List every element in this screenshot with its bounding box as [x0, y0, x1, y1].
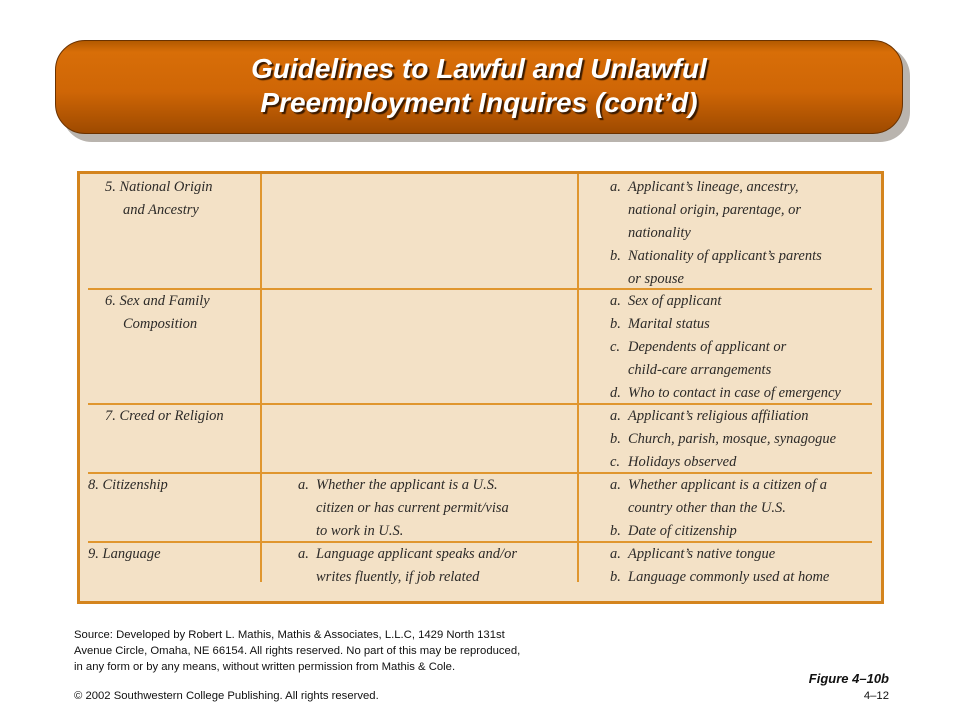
category-label: Composition [123, 316, 198, 332]
category-cell [88, 474, 168, 497]
item-text: Whether the applicant is a U.S. [316, 477, 498, 493]
lawful-cell [298, 543, 517, 589]
item-text: Applicant’s religious affiliation [628, 408, 809, 424]
unlawful-item-line [610, 543, 829, 566]
slide-title-line-2: Preemployment Inquires (cont’d) [260, 87, 698, 118]
source-line: in any form or by any means, without written permission from Mathis & Cole. [74, 661, 456, 673]
item-text: Nationality of applicant’s parents [628, 248, 822, 264]
category-label: and Ancestry [123, 202, 199, 218]
unlawful-cell [610, 405, 836, 474]
slide-title [55, 52, 903, 120]
source-line: Avenue Circle, Omaha, NE 66154. All rights reserved. No part of this may be reproduced, [74, 645, 521, 657]
unlawful-item-line [610, 359, 841, 382]
unlawful-cell [610, 176, 822, 291]
category-cell [105, 405, 224, 428]
item-text: nationality [628, 225, 691, 241]
item-marker: d. [610, 385, 621, 401]
unlawful-cell [610, 474, 827, 543]
lawful-item-line [298, 520, 509, 543]
item-text: Applicant’s native tongue [628, 546, 776, 562]
unlawful-cell [610, 290, 841, 405]
item-marker: b. [610, 431, 621, 447]
item-text: writes fluently, if job related [316, 569, 480, 585]
unlawful-item-line [610, 268, 822, 291]
unlawful-item-line [610, 497, 827, 520]
category-label: 8. Citizenship [88, 477, 168, 493]
item-marker: a. [610, 179, 621, 195]
category-cell [88, 543, 161, 566]
item-text: Applicant’s lineage, ancestry, [628, 179, 799, 195]
lawful-item-line [298, 497, 509, 520]
item-text: country other than the U.S. [628, 500, 786, 516]
source-line: Source: Developed by Robert L. Mathis, Mathis & Associates, L.L.C, 1429 North 131st [74, 629, 505, 641]
item-text: citizen or has current permit/visa [316, 500, 509, 516]
category-cell [105, 290, 210, 336]
unlawful-item-line [610, 382, 841, 405]
item-text: to work in U.S. [316, 523, 404, 539]
item-marker: b. [610, 569, 621, 585]
category-label: 7. Creed or Religion [105, 408, 224, 424]
item-marker: b. [610, 523, 621, 539]
unlawful-item-line [610, 290, 841, 313]
item-marker: b. [610, 316, 621, 332]
item-marker: c. [610, 454, 621, 470]
item-text: Church, parish, mosque, synagogue [628, 431, 837, 447]
item-text: Who to contact in case of emergency [628, 385, 841, 401]
unlawful-item-line [610, 566, 829, 589]
item-marker: a. [610, 408, 621, 424]
table-column-divider [260, 174, 262, 582]
item-text: Language applicant speaks and/or [316, 546, 517, 562]
item-marker: a. [298, 477, 309, 493]
lawful-cell [298, 474, 509, 543]
unlawful-item-line [610, 451, 836, 474]
item-marker: a. [610, 477, 621, 493]
item-text: national origin, parentage, or [628, 202, 802, 218]
lawful-item-line [298, 474, 509, 497]
unlawful-cell [610, 543, 829, 589]
lawful-item-line [298, 543, 517, 566]
item-text: Sex of applicant [628, 293, 722, 309]
unlawful-item-line [610, 520, 827, 543]
unlawful-item-line [610, 245, 822, 268]
copyright-notice: © 2002 Southwestern College Publishing. All rights reserved. [74, 690, 379, 702]
item-text: Holidays observed [628, 454, 737, 470]
item-text: Language commonly used at home [628, 569, 830, 585]
inquiry-guidelines-table [77, 171, 884, 604]
item-text: Date of citizenship [628, 523, 737, 539]
unlawful-item-line [610, 176, 822, 199]
item-text: or spouse [628, 271, 684, 287]
unlawful-item-line [610, 222, 822, 245]
slide-title-line-1: Guidelines to Lawful and Unlawful [251, 53, 707, 84]
source-note [74, 627, 694, 675]
category-label: 5. National Origin [105, 179, 213, 195]
unlawful-item-line [610, 428, 836, 451]
unlawful-item-line [610, 313, 841, 336]
item-marker: a. [610, 546, 621, 562]
item-text: Marital status [628, 316, 710, 332]
category-label: 9. Language [88, 546, 161, 562]
item-text: Whether applicant is a citizen of a [628, 477, 827, 493]
page-number: 4–12 [863, 690, 889, 702]
item-marker: a. [610, 293, 621, 309]
table-column-divider [577, 174, 579, 582]
unlawful-item-line [610, 405, 836, 428]
category-label: 6. Sex and Family [105, 293, 210, 309]
unlawful-item-line [610, 474, 827, 497]
lawful-item-line [298, 566, 517, 589]
unlawful-item-line [610, 199, 822, 222]
figure-label: Figure 4–10b [808, 671, 889, 686]
item-marker: b. [610, 248, 621, 264]
item-marker: a. [298, 546, 309, 562]
unlawful-item-line [610, 336, 841, 359]
item-text: child-care arrangements [628, 362, 772, 378]
category-cell [105, 176, 213, 222]
item-text: Dependents of applicant or [628, 339, 787, 355]
item-marker: c. [610, 339, 621, 355]
